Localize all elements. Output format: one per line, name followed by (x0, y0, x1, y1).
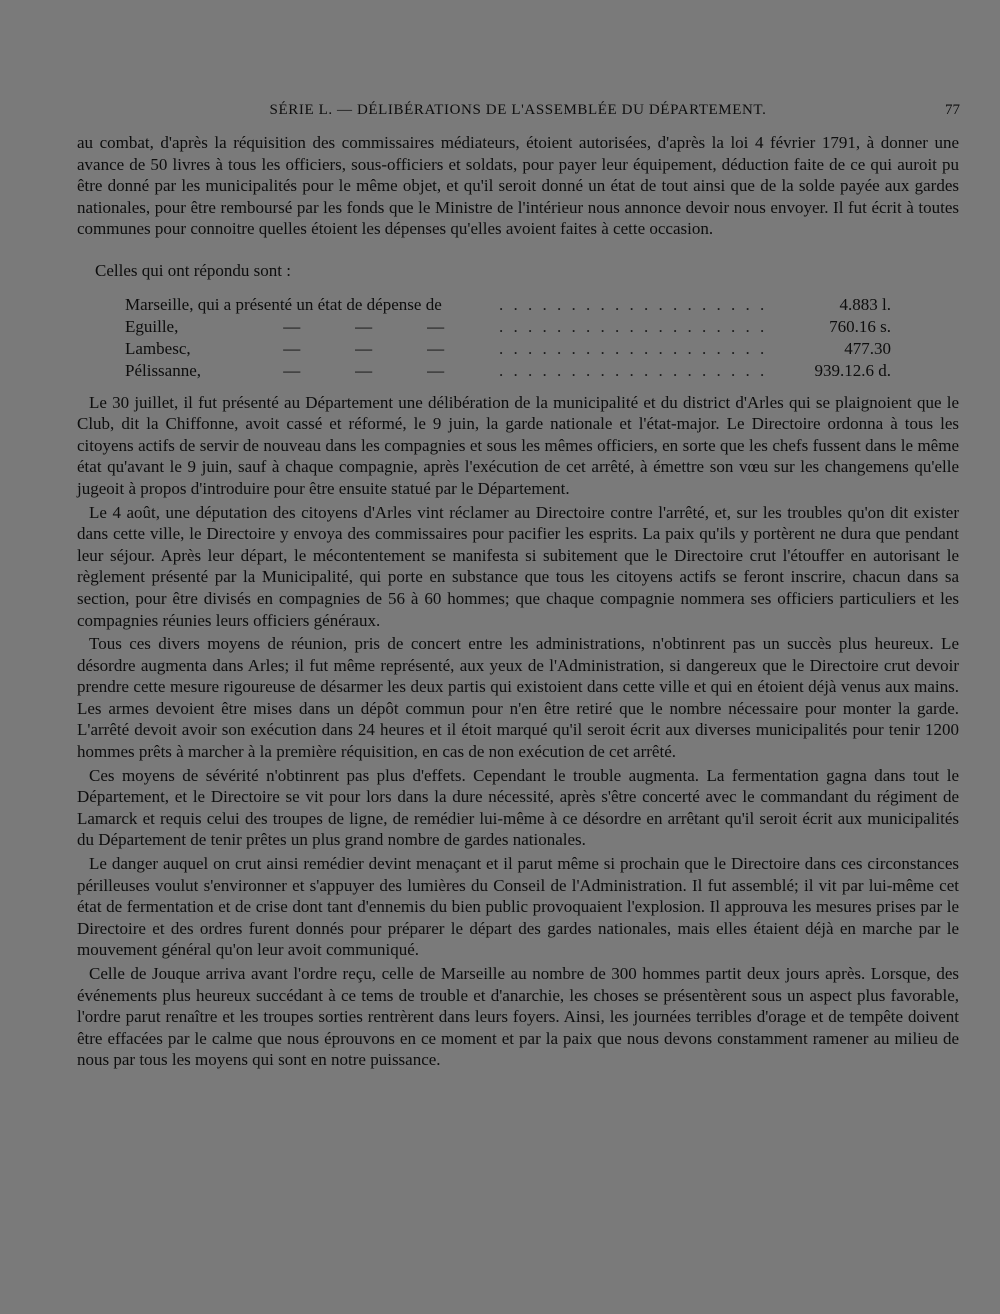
ditto-dash: — (427, 360, 445, 380)
paragraph: Le 4 août, une députation des citoyens d'Arles vint réclamer au Directoire contre l'arrêté, et, sur les troubles qu'on dit exister dans cette ville, le Directoire y envoya des commissaires pour pacifier les esprits. La paix qu'ils y portèrent ne dura que pendant leur séjour. Après leur départ, le mécontentement se manifesta si subitement que le Directoire crut l'étouffer en autorisant le règlement présenté par la Municipalité, qui porte en substance que tous les citoyens actifs se feront inscrire, chacun dans sa section, pour être divisés en compagnies de 56 à 60 hommes; que chaque compagnie nommera ses officiers particuliers et les compagnies réunies leurs officiers généraux. (77, 502, 959, 630)
paragraph: au combat, d'après la réquisition des commissaires médiateurs, étoient autorisées, d'après la loi 4 février 1791, à donner une avance de 50 livres à tous les officiers, sous-officiers et soldats, pour payer leur équipement, déduction faite de ce qui auroit pu être donné par les municipalités pour le même objet, et qu'il seroit donné un état de tout ainsi que de la solde payée aux gardes nationales, pour être remboursé par les fonds que le Ministre de l'intérieur nous annonce devoir nous envoyer. Il fut écrit à toutes communes pour connoitre quelles étoient les dépenses qu'elles avoient faites à cette occasion. (77, 133, 959, 239)
expense-amount: 477.30 (844, 338, 891, 358)
expense-amount: 939.12.6 d. (814, 360, 891, 380)
paragraph: Celles qui ont répondu sont : (95, 260, 291, 280)
running-title: SÉRIE L. — DÉLIBÉRATIONS DE L'ASSEMBLÉE DU DÉPARTEMENT. (269, 102, 767, 118)
expense-label: Lambesc, (125, 338, 191, 358)
leader-dots: . . . . . . . . . . . . . . . . . . . (499, 360, 768, 380)
leader-dots: . . . . . . . . . . . . . . . . . . . (499, 316, 768, 336)
expense-label: Marseille, qui a présenté un état de dépense de (125, 294, 442, 314)
paragraph: Celle de Jouque arriva avant l'ordre reçu, celle de Marseille au nombre de 300 hommes partit deux jours après. Lorsque, des événements plus heureux succédant à ce tems de trouble et d'anarchie, les choses se présentèrent sous un aspect plus favorable, l'ordre parut renaître et les troupes sorties rentrèrent dans leurs foyers. Ainsi, les journées terribles d'orage et de tempête doivent être effacées par le calme que nous éprouvons en ce moment et par la paix que nous devons constamment ramener au milieu de nous par tous les moyens qui sont en notre puissance. (77, 964, 959, 1070)
expense-table (125, 294, 891, 382)
expense-label: Eguille, (125, 316, 179, 336)
ditto-dash: — (427, 338, 445, 358)
page-header (76, 102, 960, 126)
leader-dots: . . . . . . . . . . . . . . . . . . . (499, 294, 768, 314)
paragraph: Le 30 juillet, il fut présenté au Département une délibération de la municipalité et du district d'Arles qui se plaignoient que le Club, dit la Chiffonne, avoit cassé et réformé, le 9 juin, la garde nationale et l'état-major. Le Directoire ordonna à tous les citoyens actifs de servir de nouveau dans les compagnies et sous les mêmes officiers, en sorte que les chefs fussent dans le même état qu'avant le 9 juin, sauf à chaque compagnie, après l'exécution de cet arrêté, à émettre son vœu sur les changemens qu'elle jugeoit à propos d'introduire pour être ensuite statué par le Département. (77, 392, 959, 498)
expense-amount: 760.16 s. (829, 316, 891, 336)
ditto-dash: — (355, 360, 373, 380)
ditto-dash: — (283, 360, 301, 380)
ditto-dash: — (355, 338, 373, 358)
ditto-dash: — (355, 316, 373, 336)
leader-dots: . . . . . . . . . . . . . . . . . . . (499, 338, 768, 358)
expense-row (125, 360, 891, 382)
expense-row (125, 338, 891, 360)
paragraph: Ces moyens de sévérité n'obtinrent pas plus d'effets. Cependant le trouble augmenta. La fermentation gagna dans tout le Département, et le Directoire se vit pour lors dans la dure nécessité, après s'être concerté avec le commandant du régiment de Lamarck et requis celui des troupes de ligne, de remédier lui-même à ce désordre en arrêtant qu'il seroit écrit aux municipalités du Département de tenir prêtes un plus grand nombre de gardes nationales. (77, 765, 959, 850)
expense-row (125, 294, 891, 316)
ditto-dash: — (283, 316, 301, 336)
page-number: 77 (945, 102, 960, 118)
paragraph: Tous ces divers moyens de réunion, pris de concert entre les administrations, n'obtinrent pas un succès plus heureux. Le désordre augmenta dans Arles; il fut même représenté, aux yeux de l'Administration, si dangereux que le Directoire crut devoir prendre cette mesure rigoureuse de désarmer les deux partis qui existoient dans cette ville et qui en étoient déjà venus aux mains. Les armes devoient être mises dans un dépôt commun pour n'en être retiré que le nombre nécessaire pour monter la garde. L'arrêté devoit avoir son exécution dans 24 heures et il étoit marqué qu'il seroit écrit aux diverses municipalités pour tenir 1200 hommes prêts à marcher à la première réquisition, en cas de non exécution de cet arrêté. (77, 634, 959, 762)
expense-amount: 4.883 l. (839, 294, 891, 314)
ditto-dash: — (427, 316, 445, 336)
ditto-dash: — (283, 338, 301, 358)
expense-row (125, 316, 891, 338)
expense-label: Pélissanne, (125, 360, 202, 380)
paragraph: Le danger auquel on crut ainsi remédier devint menaçant et il parut même si prochain que le Directoire dans ces circonstances périlleuses voulut s'environner et s'appuyer des lumières du Conseil de l'Administration. Il fut assemblé; il vit par lui-même cet état de fermentation et de crise dont tant d'ennemis du bien public provoquaient l'explosion. Il approuva les mesures prises par le Directoire et des ordres furent donnés pour préparer le départ des gardes nationales, mais elles étaient déjà en marche par le mouvement général qu'on leur avoit communiqué. (77, 854, 959, 960)
body-text (77, 132, 959, 1071)
